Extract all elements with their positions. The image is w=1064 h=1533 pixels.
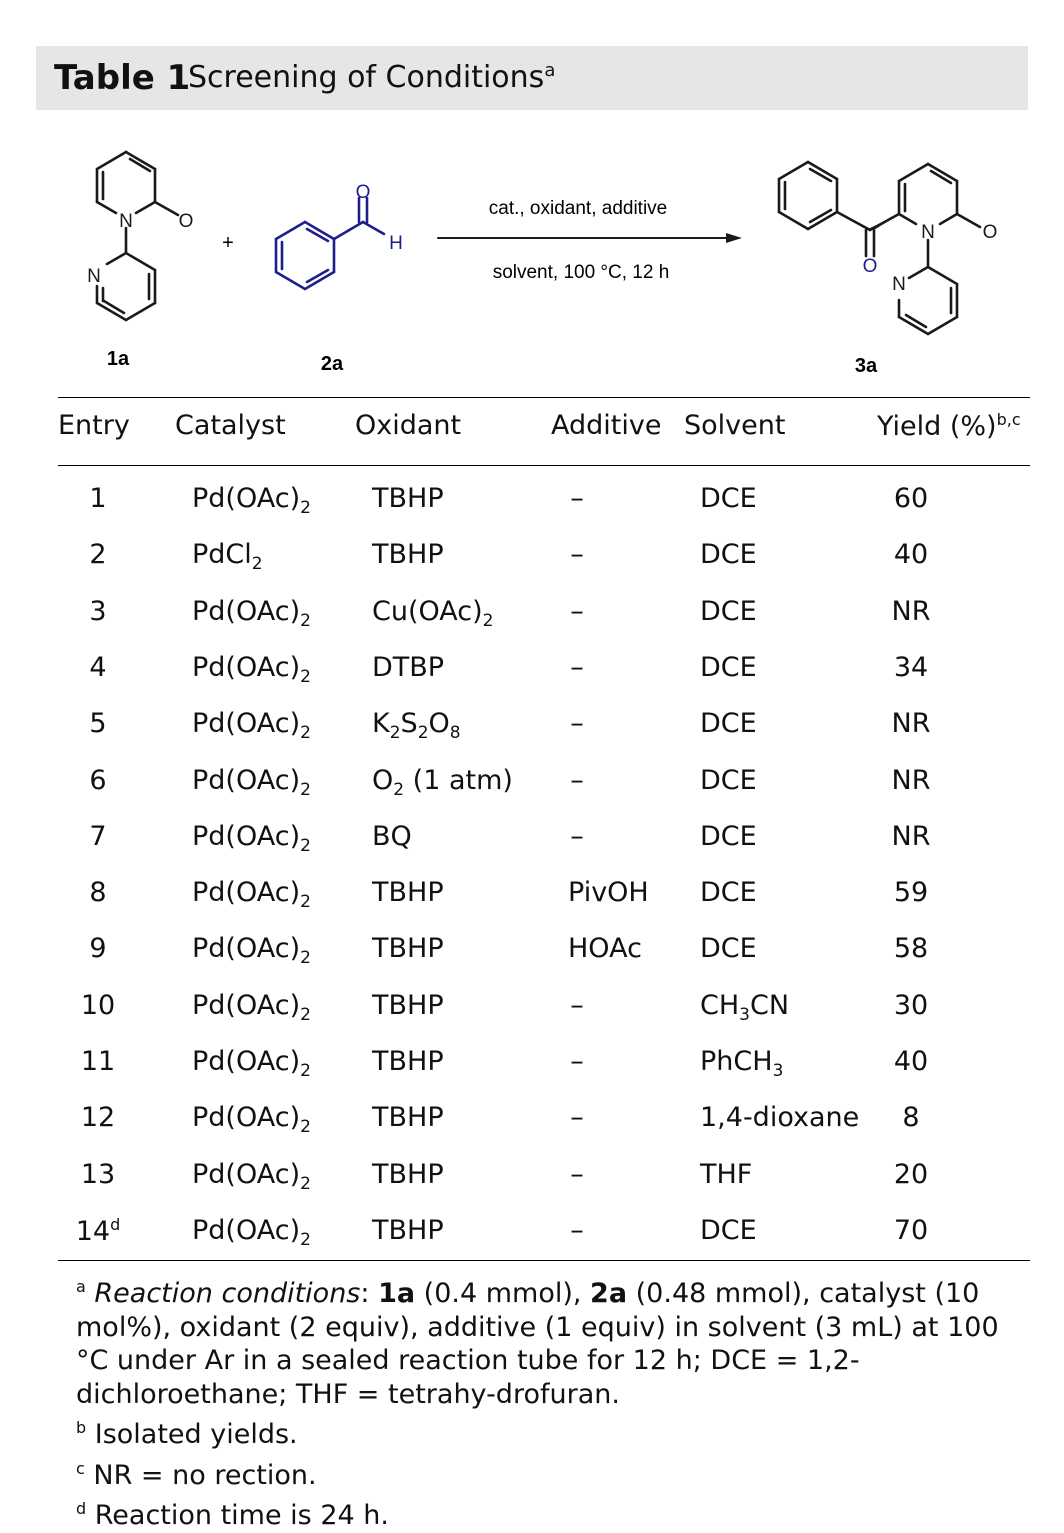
cell-yield: 59 (893, 877, 929, 909)
conditions-top: cat., oxidant, additive (488, 198, 668, 219)
cell-oxidant: TBHP (372, 1158, 444, 1190)
cell-entry: 5 (89, 708, 107, 740)
col-header-entry: Entry (58, 410, 130, 441)
cell-solvent: DCE (700, 764, 757, 796)
atom-o-3a-ketone: O (862, 256, 878, 277)
cell-oxidant: $K_2S_2O_8$ (372, 708, 461, 744)
cell-catalyst: $Pd(OAc)_2$ (192, 1158, 311, 1194)
footnote-a: $^a$ Reaction conditions: 1a (0.4 mmol), 2a (0.48 mmol), catalyst (10 mol%), oxidant (2 equiv), additive (1 equiv) in solvent (3 mL) at 100 °C under Ar in a sealed reaction tube for 12 h; DCE = 1,2-dichloroethane; THF = tetrahy-drofuran. (76, 1277, 999, 1410)
cell-additive: – (570, 989, 584, 1021)
cell-yield: NR (891, 708, 931, 740)
cell-catalyst: $Pd(OAc)_2$ (192, 595, 311, 631)
cell-yield: 70 (893, 1214, 929, 1246)
cell-oxidant: DTBP (372, 651, 445, 683)
conditions-bottom: solvent, 100 °C, 12 h (492, 262, 670, 283)
cell-entry: 3 (89, 595, 107, 627)
cell-yield: 40 (893, 1046, 929, 1077)
cell-entry: 9 (89, 933, 107, 965)
cell-catalyst: $Pd(OAc)_2$ (192, 877, 311, 913)
cell-solvent: DCE (700, 483, 757, 514)
cell-catalyst: $Pd(OAc)_2$ (192, 1214, 311, 1250)
cell-oxidant: TBHP (372, 877, 444, 909)
cell-yield: 30 (893, 989, 929, 1021)
reaction-scheme (0, 130, 1064, 390)
cell-yield: NR (891, 595, 931, 627)
cell-additive: – (570, 820, 584, 852)
cell-oxidant: $O_2$ (1 atm) (372, 764, 513, 800)
cell-additive: – (570, 483, 584, 514)
cell-additive: HOAc (568, 933, 642, 965)
cell-additive: – (570, 708, 584, 740)
cell-oxidant: TBHP (372, 1102, 444, 1134)
atom-n-3a-pyridine: N (892, 274, 906, 295)
cell-catalyst: $Pd(OAc)_2$ (192, 1046, 311, 1081)
rule-top (58, 397, 1030, 398)
cell-solvent: 1,4-dioxane (700, 1102, 860, 1134)
cell-yield: NR (891, 820, 931, 852)
cell-yield: NR (891, 764, 931, 796)
col-header-solvent: Solvent (684, 410, 786, 441)
label-2a: 2a (320, 353, 344, 375)
cell-entry: 2 (89, 539, 107, 571)
compound-3a-pyridone-ring (899, 164, 980, 267)
cell-solvent: DCE (700, 595, 757, 627)
cell-entry: 12 (80, 1102, 116, 1134)
cell-catalyst: $Pd(OAc)_2$ (192, 764, 311, 800)
cell-catalyst: $Pd(OAc)_2$ (192, 483, 311, 518)
entry-note: d (110, 1214, 121, 1234)
compound-3a-pyridine-ring (899, 267, 957, 334)
compound-2a-benzaldehyde (276, 198, 384, 289)
cell-yield: 8 (902, 1102, 920, 1134)
cell-entry: 13 (80, 1158, 116, 1190)
cell-solvent: THF (700, 1158, 753, 1190)
cell-oxidant: TBHP (372, 539, 444, 571)
plus-sign: + (222, 232, 234, 254)
atom-n-1a: N (119, 211, 133, 232)
cell-catalyst: PdCl$_2$ (192, 539, 263, 575)
cell-additive: – (570, 1158, 584, 1190)
cell-entry: 4 (89, 651, 107, 683)
cell-oxidant: TBHP (372, 1046, 444, 1077)
atom-o-1a: O (178, 211, 194, 232)
label-1a: 1a (106, 348, 130, 370)
atom-n-1a-pyridine: N (87, 266, 101, 287)
cell-yield: 40 (893, 539, 929, 571)
cell-catalyst: $Pd(OAc)_2$ (192, 1102, 311, 1138)
cell-entry: 7 (89, 820, 107, 852)
cell-catalyst: $Pd(OAc)_2$ (192, 989, 311, 1025)
cell-catalyst: $Pd(OAc)_2$ (192, 820, 311, 856)
cell-additive: – (570, 595, 584, 627)
caption-note: a (544, 60, 556, 81)
table-label: Table 1 (54, 58, 191, 98)
cell-catalyst: $Pd(OAc)_2$ (192, 651, 311, 687)
col-header-oxidant: Oxidant (355, 410, 462, 441)
footnote-b: $^b$ Isolated yields. (76, 1418, 298, 1450)
footnotes (76, 1270, 1026, 1533)
atom-h-2a: H (389, 233, 403, 254)
cell-additive: – (570, 1102, 584, 1134)
cell-yield: 34 (893, 651, 929, 683)
label-3a: 3a (854, 355, 878, 377)
cell-additive: – (570, 539, 584, 571)
compound-1a-pyridine-ring (97, 253, 155, 320)
col-header-catalyst: Catalyst (175, 410, 286, 441)
cell-solvent: DCE (700, 1214, 757, 1246)
cell-oxidant: BQ (372, 820, 412, 852)
cell-oxidant: TBHP (372, 933, 444, 965)
cell-oxidant: TBHP (372, 483, 444, 514)
cell-catalyst: $Pd(OAc)_2$ (192, 933, 311, 969)
arrow-head (726, 233, 742, 243)
cell-entry: 8 (89, 877, 107, 909)
cell-solvent: $CH_3CN$ (700, 989, 790, 1025)
footnote-d: $^d$ Reaction time is 24 h. (76, 1499, 389, 1531)
cell-solvent: DCE (700, 539, 757, 571)
cell-catalyst: $Pd(OAc)_2$ (192, 708, 311, 744)
rule-bottom (58, 1260, 1030, 1261)
cell-solvent: DCE (700, 651, 757, 683)
cell-solvent: DCE (700, 877, 757, 909)
cell-additive: PivOH (568, 877, 649, 909)
atom-o-3a: O (982, 222, 998, 243)
cell-additive: – (570, 1214, 584, 1246)
table-title-bar (36, 46, 1028, 110)
cell-yield: 20 (893, 1158, 929, 1190)
cell-additive: – (570, 764, 584, 796)
cell-entry: 14$^d$ (75, 1214, 121, 1247)
cell-oxidant: TBHP (372, 989, 444, 1021)
cell-solvent: DCE (700, 933, 757, 965)
compound-1a-pyridone-ring (97, 152, 178, 253)
table-caption: Screening of Conditions$^a$ (188, 60, 556, 95)
yield-notes: b,c (996, 410, 1021, 429)
rule-mid (58, 465, 1030, 466)
footnote-c: $^c$ NR = no rection. (76, 1458, 317, 1491)
cell-oxidant: $Cu(OAc)_2$ (372, 595, 494, 631)
cell-solvent: PhCH$_3$ (700, 1046, 784, 1081)
cell-oxidant: TBHP (372, 1214, 444, 1246)
cell-additive: – (570, 1046, 584, 1077)
col-header-additive: Additive (551, 410, 662, 441)
cell-entry: 10 (80, 989, 116, 1021)
cell-yield: 60 (893, 483, 929, 514)
cell-solvent: DCE (700, 820, 757, 852)
col-header-yield: Yield (%)$^{b,c}$ (877, 410, 1021, 442)
cell-entry: 1 (89, 483, 107, 514)
cell-entry: 6 (89, 764, 107, 796)
cell-additive: – (570, 651, 584, 683)
atom-n-3a: N (921, 222, 935, 243)
atom-o-2a: O (355, 182, 371, 203)
cell-yield: 58 (893, 933, 929, 965)
cell-solvent: DCE (700, 708, 757, 740)
cell-entry: 11 (80, 1046, 116, 1077)
compound-3a-phenyl (779, 162, 899, 256)
